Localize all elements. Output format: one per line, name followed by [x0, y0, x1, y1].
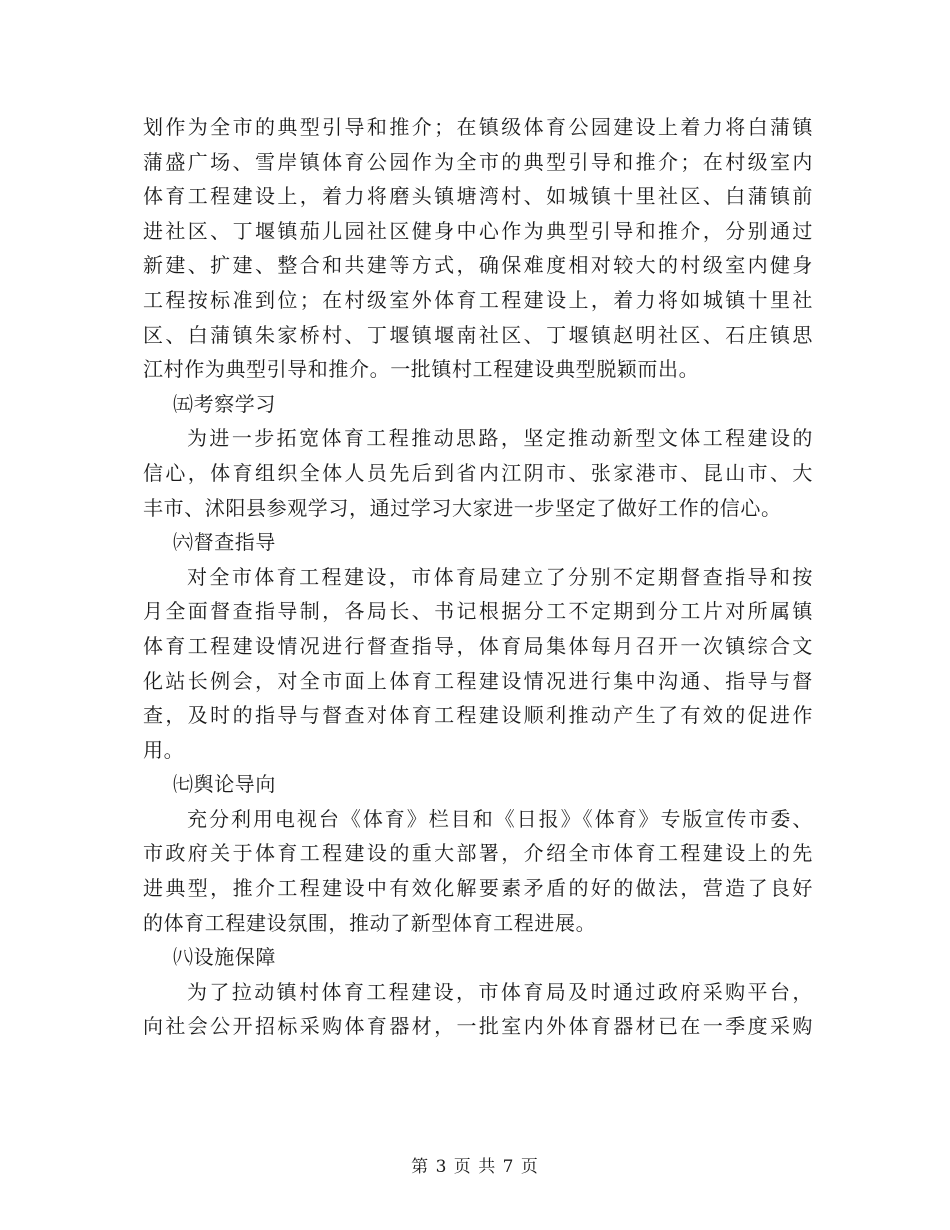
paragraph-line: 查，及时的指导与督查对体育工程建设顺利推动产生了有效的促进作 [143, 703, 813, 728]
paragraph-line: 信心，体育组织全体人员先后到省内江阴市、张家港市、昆山市、大 [143, 460, 813, 485]
section-heading: ㈧设施保障 [173, 945, 276, 970]
paragraph-line: 蒲盛广场、雪岸镇体育公园作为全市的典型引导和推介；在村级室内 [143, 149, 813, 174]
paragraph-line: 的体育工程建设氛围，推动了新型体育工程进展。 [143, 910, 597, 935]
paragraph-line: 新建、扩建、整合和共建等方式，确保难度相对较大的村级室内健身 [143, 253, 813, 278]
paragraph-line: 体育工程建设上，着力将磨头镇塘湾村、如城镇十里社区、白蒲镇前 [143, 184, 813, 209]
page-footer: 第 3 页 共 7 页 [411, 1157, 539, 1177]
paragraph-line: 市政府关于体育工程建设的重大部署，介绍全市体育工程建设上的先 [143, 841, 813, 866]
paragraph-line: 化站长例会，对全市面上体育工程建设情况进行集中沟通、指导与督 [143, 668, 813, 693]
paragraph-line: 进典型，推介工程建设中有效化解要素矛盾的好的做法，营造了良好 [143, 876, 813, 901]
paragraph-line: 区、白蒲镇朱家桥村、丁堰镇堰南社区、丁堰镇赵明社区、石庄镇思 [143, 322, 813, 347]
section-heading: ㈥督查指导 [173, 530, 276, 555]
paragraph-line: 江村作为典型引导和推介。一批镇村工程建设典型脱颖而出。 [143, 357, 700, 382]
paragraph-line: 为了拉动镇村体育工程建设，市体育局及时通过政府采购平台， [187, 979, 813, 1004]
paragraph-line: 充分利用电视台《体育》栏目和《日报》《体育》专版宣传市委、 [187, 806, 813, 831]
paragraph-line: 向社会公开招标采购体育器材，一批室内外体育器材已在一季度采购 [143, 1014, 813, 1039]
paragraph-line: 进社区、丁堰镇茄儿园社区健身中心作为典型引导和推介，分别通过 [143, 218, 813, 243]
section-heading: ㈦舆论导向 [173, 772, 276, 797]
paragraph-line: 月全面督查指导制，各局长、书记根据分工不定期到分工片对所属镇 [143, 599, 813, 624]
paragraph-line: 丰市、沭阳县参观学习，通过学习大家进一步坚定了做好工作的信心。 [143, 495, 782, 520]
paragraph-line: 工程按标准到位；在村级室外体育工程建设上，着力将如城镇十里社 [143, 287, 813, 312]
section-heading: ㈤考察学习 [173, 391, 276, 416]
paragraph-line: 用。 [143, 737, 185, 762]
paragraph-line: 体育工程建设情况进行督查指导，体育局集体每月召开一次镇综合文 [143, 633, 813, 658]
paragraph-line: 划作为全市的典型引导和推介；在镇级体育公园建设上着力将白蒲镇 [143, 115, 813, 139]
paragraph-line: 对全市体育工程建设，市体育局建立了分别不定期督查指导和按 [187, 564, 813, 589]
paragraph-line: 为进一步拓宽体育工程推动思路，坚定推动新型文体工程建设的 [187, 426, 813, 451]
document-body [143, 110, 813, 1044]
